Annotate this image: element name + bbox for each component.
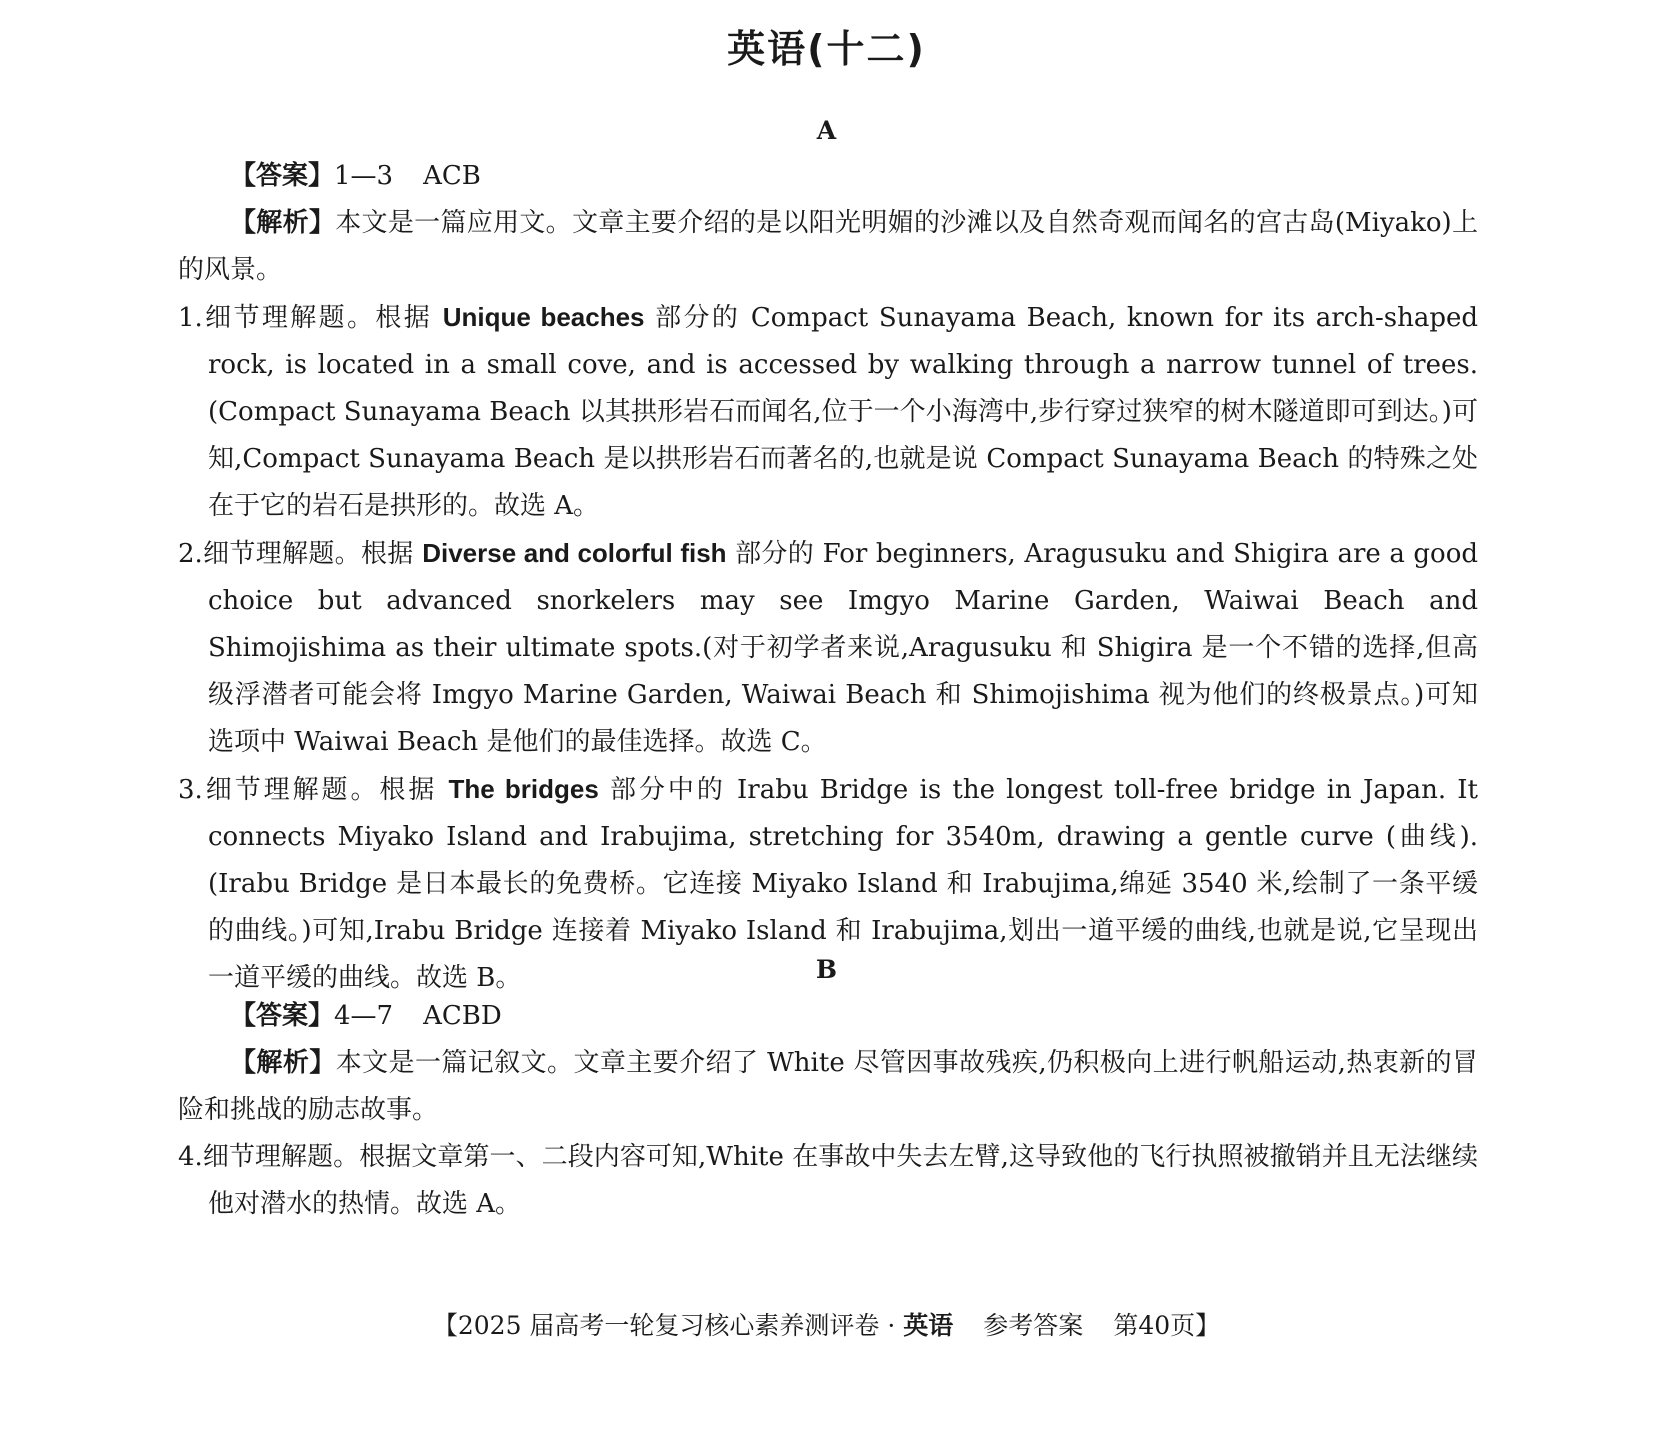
analysis-label: 【解析】	[230, 1048, 336, 1078]
question-item-1	[178, 294, 1478, 530]
analysis-text: 本文是一篇应用文。文章主要介绍的是以阳光明媚的沙滩以及自然奇观而闻名的宫古岛(Miyako)上的风景。	[178, 208, 1478, 285]
item-number: 3.	[178, 775, 203, 805]
item-keyword: The bridges	[448, 774, 599, 804]
analysis-text: 本文是一篇记叙文。文章主要介绍了 White 尽管因事故残疾,仍积极向上进行帆船运动,热衷新的冒险和挑战的励志故事。	[178, 1048, 1478, 1125]
item-number: 2.	[178, 539, 203, 569]
answer-range: 1—3	[334, 161, 394, 191]
section-a-answer	[178, 153, 1478, 200]
answer-value: ACB	[423, 161, 481, 191]
item-body: 部分的 For beginners, Aragusuku and Shigira are a good choice but advanced snorkelers may see Imgyo Marine Garden, Waiwai Beach and Shimojishima as their ultimate spots.(对于初学者来说,Aragusuku 和 Shigira 是一个不错的选择,但高级浮潜者可能会将 Imgyo Marine Garden, Waiwai Beach 和 Shimojishima 视为他们的终极景点。)可知选项中 Waiwai Beach 是他们的最佳选择。故选 C。	[208, 539, 1479, 757]
item-pre: 细节理解题。根据	[202, 303, 443, 333]
item-pre: 细节理解题。根据	[202, 775, 449, 805]
footer-subject: 英语	[903, 1311, 954, 1340]
section-b-analysis	[178, 1040, 1478, 1134]
item-body: 部分中的 Irabu Bridge is the longest toll-free bridge in Japan. It connects Miyako Island and Irabujima, stretching for 3540m, drawing a gentle curve (曲线).(Irabu Bridge 是日本最长的免费桥。它连接 Miyako Island 和 Irabujima,绵延 3540 米,绘制了一条平缓的曲线。)可知,Irabu Bridge 连接着 Miyako Island 和 Irabujima,划出一道平缓的曲线,也就是说,它呈现出一道平缓的曲线。故选 B。	[208, 775, 1479, 993]
footer-doc-type: 参考答案	[983, 1311, 1084, 1340]
question-item-4	[178, 1134, 1478, 1228]
section-a-heading: A	[816, 116, 837, 145]
answer-label: 【答案】	[230, 161, 335, 191]
section-a-body	[178, 153, 1478, 1002]
answer-range: 4—7	[334, 1001, 394, 1031]
section-b-answer	[178, 993, 1478, 1040]
section-b-heading: B	[815, 955, 838, 984]
footer-series: 【2025 届高考一轮复习核心素养测评卷 ·	[432, 1311, 904, 1340]
question-item-2	[178, 530, 1478, 766]
item-keyword: Diverse and colorful fish	[422, 538, 727, 568]
page-footer	[0, 1306, 1653, 1342]
item-number: 4.	[178, 1142, 203, 1172]
footer-page-number: 第40页】	[1113, 1311, 1221, 1340]
answer-label: 【答案】	[230, 1001, 335, 1031]
answer-value: ACBD	[423, 1001, 502, 1031]
page-title: 英语(十二)	[727, 27, 926, 71]
item-body: 细节理解题。根据文章第一、二段内容可知,White 在事故中失去左臂,这导致他的飞行执照被撤销并且无法继续他对潜水的热情。故选 A。	[202, 1142, 1478, 1219]
item-pre: 细节理解题。根据	[202, 539, 423, 569]
item-keyword: Unique beaches	[442, 302, 645, 332]
section-b-body	[178, 993, 1478, 1228]
section-a-analysis	[178, 200, 1478, 294]
item-body: 部分的 Compact Sunayama Beach, known for its arch-shaped rock, is located in a small cove, and is accessed by walking through a narrow tunnel of trees.(Compact Sunayama Beach 以其拱形岩石而闻名,位于一个小海湾中,步行穿过狭窄的树木隧道即可到达。)可知,Compact Sunayama Beach 是以拱形岩石而著名的,也就是说 Compact Sunayama Beach 的特殊之处在于它的岩石是拱形的。故选 A。	[208, 303, 1478, 521]
item-number: 1.	[178, 303, 203, 333]
analysis-label: 【解析】	[230, 208, 336, 238]
